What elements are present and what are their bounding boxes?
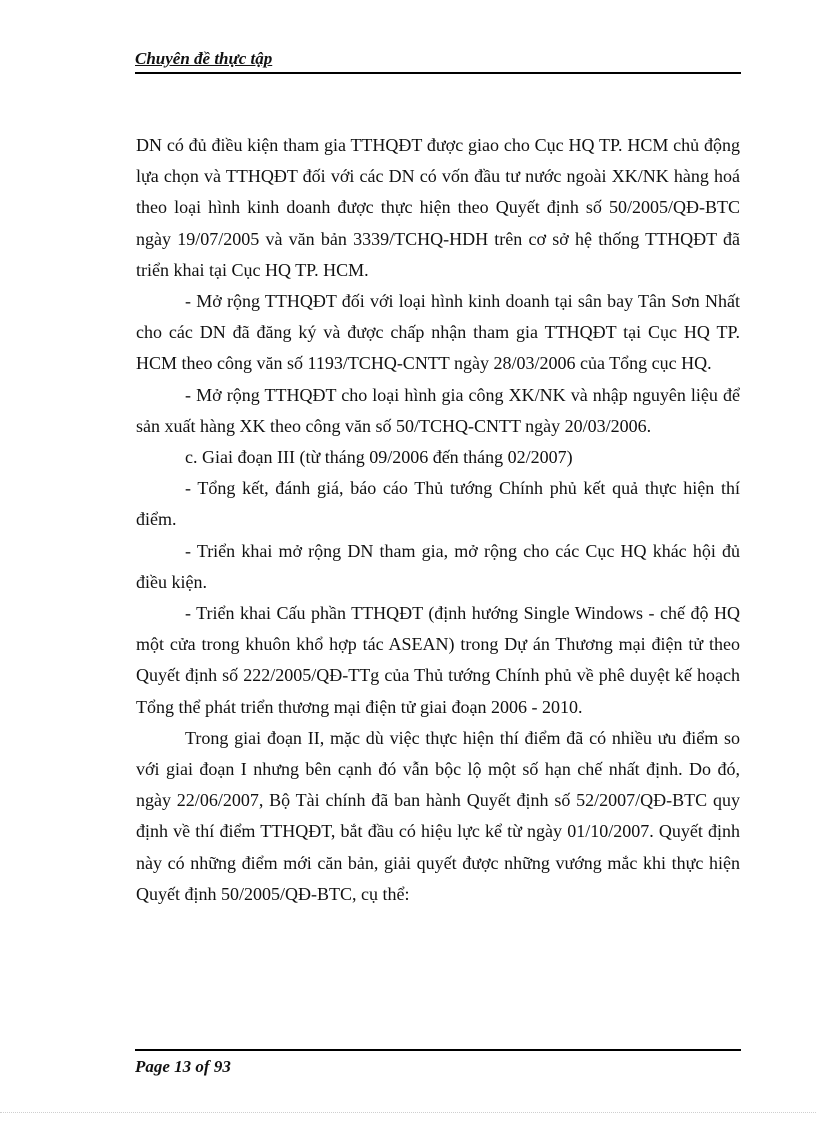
paragraph-bullet-airport: - Mở rộng TTHQĐT đối với loại hình kinh doanh tại sân bay Tân Sơn Nhất cho các DN đã đăng ký và được chấp nhận tham gia TTHQĐT tại Cục HQ TP. HCM theo công văn số 1193/TCHQ-CNTT ngày 28/03/2006 của Tổng cục HQ. — [136, 291, 740, 374]
paragraph-phase-2-review: Trong giai đoạn II, mặc dù việc thực hiện thí điểm đã có nhiều ưu điểm so với giai đoạn I nhưng bên cạnh đó vẫn bộc lộ một số hạn chế nhất định. Do đó, ngày 22/06/2007, Bộ Tài chính đã ban hành Quyết định số 52/2007/QĐ-BTC quy định về thí điểm TTHQĐT, bắt đầu có hiệu lực kể từ ngày 01/10/2007. Quyết định này có những điểm mới căn bản, giải quyết được những vướng mắc khi thực hiện Quyết định 50/2005/QĐ-BTC, cụ thể: — [136, 727, 740, 904]
page-bottom-edge — [0, 1112, 816, 1113]
paragraph-bullet-summary: - Tổng kết, đánh giá, báo cáo Thủ tướng Chính phủ kết quả thực hiện thí điểm. — [136, 478, 740, 530]
document-body — [136, 130, 740, 910]
page-header — [135, 48, 741, 74]
paragraph-bullet-single-window: - Triển khai Cấu phần TTHQĐT (định hướng Single Windows - chế độ HQ một cửa trong khuôn khổ hợp tác ASEAN) trong Dự án Thương mại điện tử theo Quyết định số 222/2005/QĐ-TTg của Thủ tướng Chính phủ về phê duyệt kế hoạch Tổng thể phát triển thương mại điện tử giai đoạn 2006 - 2010. — [136, 603, 740, 717]
paragraph-bullet-expansion: - Triển khai mở rộng DN tham gia, mở rộng cho các Cục HQ khác hội đủ điều kiện. — [136, 540, 740, 592]
page-number: Page 13 of 93 — [135, 1057, 231, 1076]
header-title: Chuyên đề thực tập — [135, 49, 273, 68]
section-heading-phase-3: c. Giai đoạn III (từ tháng 09/2006 đến tháng 02/2007) — [185, 447, 573, 468]
page-footer — [135, 1049, 741, 1075]
paragraph-continuation: DN có đủ điều kiện tham gia TTHQĐT được giao cho Cục HQ TP. HCM chủ động lựa chọn và TTHQĐT đối với các DN có vốn đầu tư nước ngoài XK/NK hàng hoá theo loại hình kinh doanh được thực hiện theo Quyết định số 50/2005/QĐ-BTC ngày 19/07/2005 và văn bản 3339/TCHQ-HDH trên cơ sở hệ thống TTHQĐT đã triển khai tại Cục HQ TP. HCM. — [136, 135, 740, 280]
paragraph-bullet-processing: - Mở rộng TTHQĐT cho loại hình gia công XK/NK và nhập nguyên liệu để sản xuất hàng XK theo công văn số 50/TCHQ-CNTT ngày 20/03/2006. — [136, 384, 740, 436]
